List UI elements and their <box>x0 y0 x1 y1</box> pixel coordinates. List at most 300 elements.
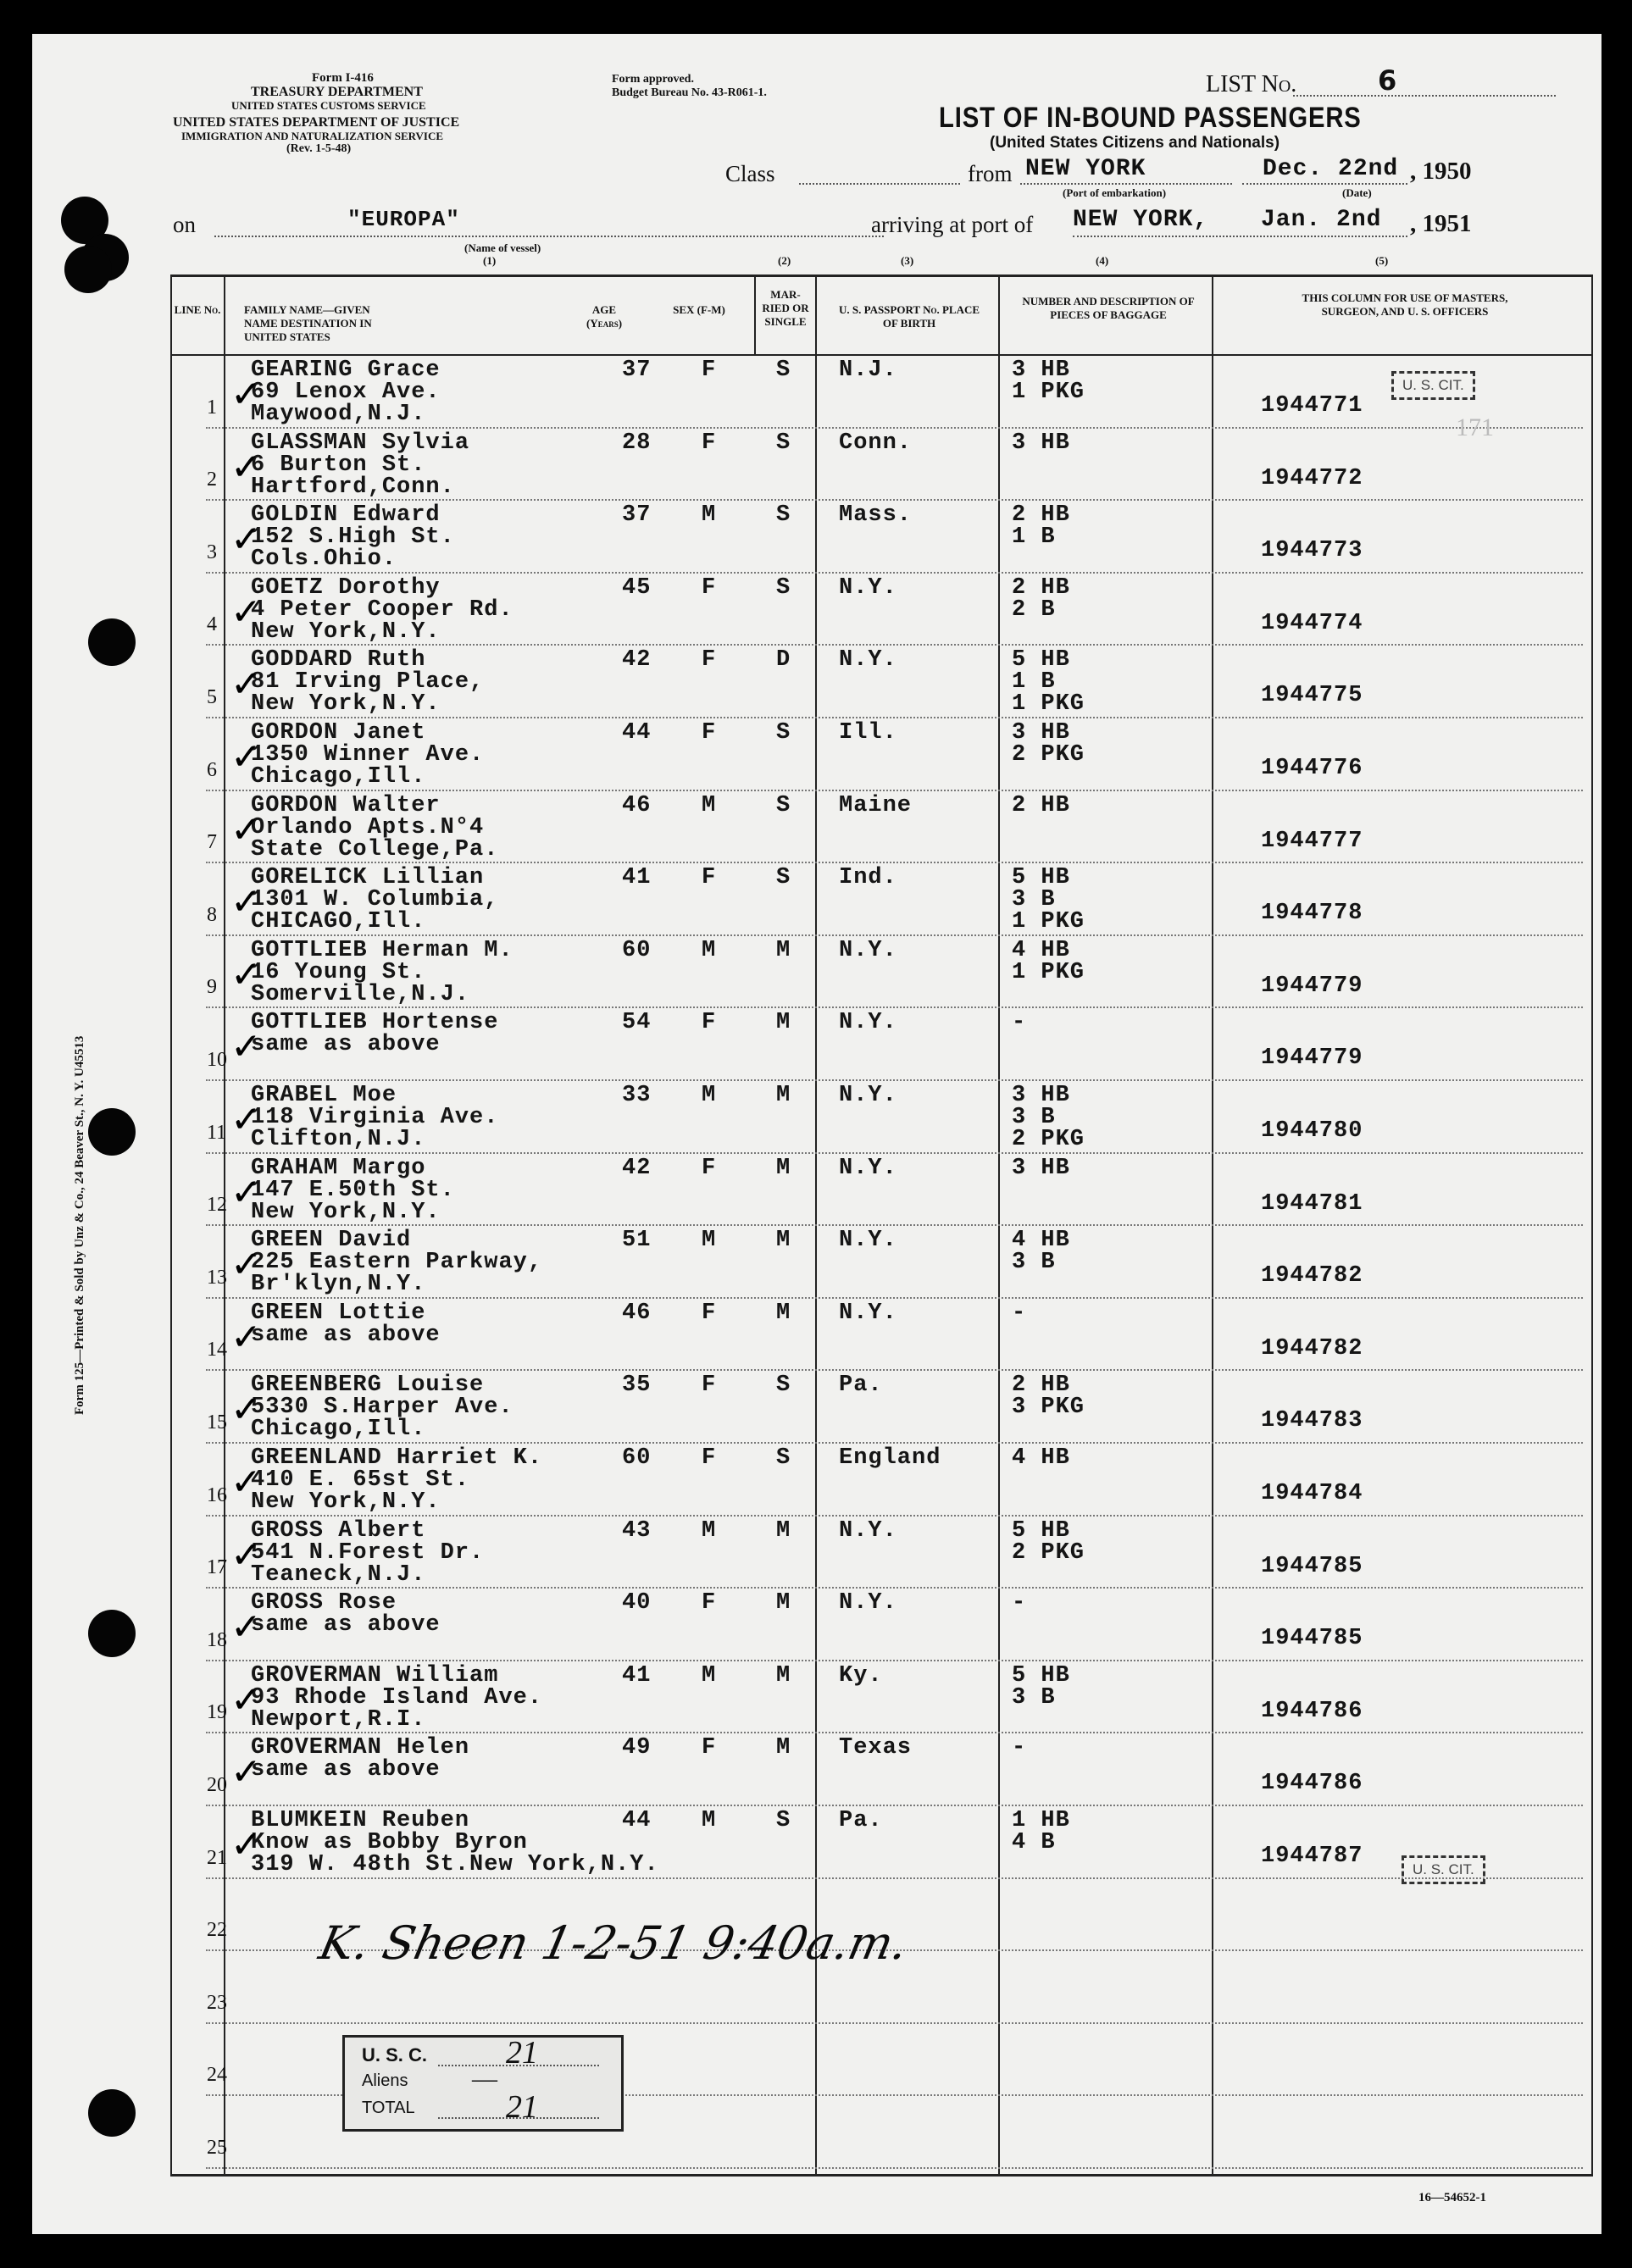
baggage-1: 2 HB <box>1012 792 1070 818</box>
passenger-marital: S <box>776 358 791 383</box>
table-left-border <box>170 274 172 2176</box>
list-no-value: 6 <box>1378 64 1397 97</box>
passenger-address-1: 410 E. 65st St. <box>251 1467 470 1493</box>
passenger-marital: S <box>776 574 791 601</box>
passenger-sex: F <box>702 1300 717 1326</box>
passenger-birthplace: Mass. <box>839 502 913 529</box>
line-number: 1 <box>207 396 217 419</box>
line-number: 24 <box>207 2064 227 2087</box>
passenger-sex: M <box>702 1662 717 1689</box>
arrival-line <box>1073 236 1407 237</box>
certificate-number: 1944781 <box>1261 1190 1363 1217</box>
passenger-sex: M <box>702 1228 717 1254</box>
arrival-year: , 1951 <box>1410 210 1472 237</box>
baggage-2: 2 PKG <box>1012 1539 1085 1566</box>
certificate-number: 1944782 <box>1261 1263 1363 1289</box>
passenger-sex: F <box>702 1010 717 1036</box>
passenger-age: 46 <box>622 1300 652 1326</box>
baggage-1: 4 HB <box>1012 1445 1070 1471</box>
baggage-1: 2 HB <box>1012 574 1070 601</box>
inspector-signature: K. Sheen 1-2-51 9:40a.m. <box>314 1916 913 1970</box>
certificate-number: 1944772 <box>1261 465 1363 491</box>
baggage-1: 4 HB <box>1012 1228 1070 1254</box>
form-number: Form I-416 <box>312 71 374 85</box>
passenger-address-1: 69 Lenox Ave. <box>251 380 441 405</box>
passenger-sex: F <box>702 720 717 746</box>
passenger-sex: M <box>702 1517 717 1544</box>
check-mark-icon: ✓ <box>230 590 262 634</box>
baggage-2: 1 B <box>1012 524 1056 551</box>
passenger-sex: F <box>702 1735 717 1761</box>
baggage-1: 1 HB <box>1012 1808 1070 1833</box>
passenger-marital: M <box>776 937 791 963</box>
passenger-sex: M <box>702 1083 717 1108</box>
passenger-marital: S <box>776 720 791 746</box>
budget-bureau: Budget Bureau No. 43-R061-1. <box>612 86 767 99</box>
passenger-age: 40 <box>622 1590 652 1616</box>
baggage-2: 2 B <box>1012 596 1056 623</box>
line-number: 16 <box>207 1483 227 1506</box>
baggage-1: 5 HB <box>1012 1517 1070 1544</box>
header-passport: U. S. PASSPORT No. PLACE OF BIRTH <box>838 303 980 330</box>
date-caption: (Date) <box>1342 186 1372 199</box>
baggage-1: 3 HB <box>1012 430 1070 456</box>
baggage-2: 3 PKG <box>1012 1395 1085 1421</box>
check-mark-icon: ✓ <box>230 952 262 996</box>
header-sex: SEX (F-M) <box>673 303 725 316</box>
from-label: from <box>968 161 1013 186</box>
passenger-birthplace: N.Y. <box>839 1517 897 1544</box>
passenger-name: GROSS Rose <box>251 1590 397 1616</box>
passenger-marital: S <box>776 865 791 891</box>
passenger-sex: F <box>702 574 717 601</box>
total-value: 21 <box>506 2089 538 2125</box>
passenger-sex: F <box>702 1372 717 1399</box>
passenger-address-2: Clifton,N.J. <box>251 1127 426 1152</box>
binder-hole <box>88 2089 136 2137</box>
line-number: 5 <box>207 686 217 708</box>
certificate-number: 1944785 <box>1261 1553 1363 1579</box>
col-div-married <box>754 274 756 355</box>
passenger-marital: D <box>776 647 791 674</box>
line-number: 13 <box>207 1266 227 1289</box>
certificate-number: 1944787 <box>1261 1844 1363 1869</box>
baggage-1: 3 HB <box>1012 1083 1070 1108</box>
passenger-marital: M <box>776 1010 791 1036</box>
passenger-name: GOETZ Dorothy <box>251 574 441 601</box>
passenger-address-1: 1301 W. Columbia, <box>251 887 499 913</box>
passenger-age: 41 <box>622 1662 652 1689</box>
printer-imprint: Form 125—Printed & Sold by Unz & Co., 24 Beaver St., N. Y. U45513 <box>73 1035 86 1415</box>
baggage-1: - <box>1012 1300 1027 1326</box>
passenger-age: 42 <box>622 647 652 674</box>
passenger-sex: M <box>702 792 717 818</box>
passenger-sex: F <box>702 358 717 383</box>
passenger-address-2: Hartford,Conn. <box>251 474 455 500</box>
baggage-1: - <box>1012 1735 1027 1761</box>
baggage-1: 3 HB <box>1012 358 1070 383</box>
baggage-2: 3 B <box>1012 1105 1056 1130</box>
passenger-address-2: Chicago,Ill. <box>251 764 426 790</box>
passenger-marital: S <box>776 1808 791 1833</box>
passenger-age: 37 <box>622 502 652 529</box>
baggage-1: 3 HB <box>1012 720 1070 746</box>
passenger-address-2: New York,N.Y. <box>251 1489 441 1515</box>
arrival-port: NEW YORK, <box>1073 207 1209 233</box>
check-mark-icon: ✓ <box>230 1461 262 1504</box>
passenger-address-1: 118 Virginia Ave. <box>251 1105 499 1130</box>
passenger-address-1: 16 Young St. <box>251 959 426 985</box>
certificate-number: 1944782 <box>1261 1335 1363 1361</box>
passenger-address-1: Know as Bobby Byron <box>251 1830 528 1855</box>
passenger-address-1: 5330 S.Harper Ave. <box>251 1395 513 1421</box>
check-mark-icon: ✓ <box>230 735 262 779</box>
list-no-label: LIST No. <box>1206 71 1297 97</box>
line-number: 10 <box>207 1049 227 1071</box>
check-mark-icon: ✓ <box>230 880 262 924</box>
certificate-number: 1944777 <box>1261 828 1363 854</box>
class-line <box>799 183 960 185</box>
certificate-number: 1944786 <box>1261 1771 1363 1797</box>
table-bottom-border <box>170 2174 1593 2177</box>
usc-value: 21 <box>506 2035 538 2071</box>
baggage-1: 3 HB <box>1012 1155 1070 1181</box>
line-number: 8 <box>207 903 217 926</box>
passenger-name: GREEN Lottie <box>251 1300 426 1326</box>
line-number: 21 <box>207 1846 227 1869</box>
passenger-name: GOTTLIEB Herman M. <box>251 937 513 963</box>
passenger-name: GORDON Janet <box>251 720 426 746</box>
passenger-age: 60 <box>622 1445 652 1471</box>
form-subtitle: (United States Citizens and Nationals) <box>990 134 1280 152</box>
passenger-name: GOTTLIEB Hortense <box>251 1010 499 1036</box>
passenger-marital: M <box>776 1590 791 1616</box>
usc-line <box>438 2065 599 2066</box>
arrival-date: Jan. 2nd <box>1261 207 1382 233</box>
passenger-address-1: 6 Burton St. <box>251 452 426 478</box>
passenger-birthplace: Ky. <box>839 1662 883 1689</box>
col-num-5: (5) <box>1375 254 1389 267</box>
line-number: 22 <box>207 1919 227 1942</box>
passenger-address-2: Teaneck,N.J. <box>251 1561 426 1588</box>
list-no-line <box>1293 95 1556 97</box>
line-number: 2 <box>207 469 217 491</box>
line-number: 15 <box>207 1411 227 1433</box>
passenger-marital: S <box>776 430 791 456</box>
passenger-age: 35 <box>622 1372 652 1399</box>
total-label: TOTAL <box>362 2099 415 2117</box>
passenger-birthplace: Maine <box>839 792 913 818</box>
certificate-number: 1944786 <box>1261 1698 1363 1724</box>
port-of-embarkation: NEW YORK <box>1025 156 1146 182</box>
certificate-number: 1944775 <box>1261 683 1363 709</box>
passenger-marital: M <box>776 1083 791 1108</box>
check-mark-icon: ✓ <box>230 663 262 707</box>
passenger-sex: F <box>702 1445 717 1471</box>
passenger-age: 51 <box>622 1228 652 1254</box>
baggage-1: - <box>1012 1590 1027 1616</box>
passenger-birthplace: Conn. <box>839 430 913 456</box>
passenger-name: GODDARD Ruth <box>251 647 426 674</box>
baggage-1: 4 HB <box>1012 937 1070 963</box>
passenger-address-2: New York,N.Y. <box>251 618 441 645</box>
passenger-sex: M <box>702 502 717 529</box>
usc-label: U. S. C. <box>362 2044 428 2066</box>
passenger-marital: S <box>776 1445 791 1471</box>
embark-date: Dec. 22nd <box>1263 156 1399 182</box>
table-top-border <box>170 274 1593 277</box>
passenger-birthplace: N.J. <box>839 358 897 383</box>
passenger-name: GROSS Albert <box>251 1517 426 1544</box>
check-mark-icon: ✓ <box>230 1605 262 1650</box>
passenger-sex: F <box>702 1590 717 1616</box>
passenger-name: GORELICK Lillian <box>251 865 485 891</box>
passenger-address-1: 225 Eastern Parkway, <box>251 1250 543 1276</box>
baggage-2: 4 B <box>1012 1830 1056 1855</box>
vessel-num: (1) <box>483 254 497 267</box>
check-mark-icon: ✓ <box>230 1098 262 1141</box>
check-mark-icon: ✓ <box>230 1243 262 1287</box>
aliens-label: Aliens <box>362 2071 408 2090</box>
passenger-name: GLASSMAN Sylvia <box>251 430 470 456</box>
check-mark-icon: ✓ <box>230 1388 262 1432</box>
line-number: 11 <box>207 1121 227 1144</box>
passenger-address-1: 81 Irving Place, <box>251 669 485 696</box>
line-number: 18 <box>207 1628 227 1651</box>
passenger-sex: F <box>702 1155 717 1181</box>
check-mark-icon: ✓ <box>230 445 262 489</box>
passenger-sex: M <box>702 937 717 963</box>
passenger-address-1: 4 Peter Cooper Rd. <box>251 596 513 623</box>
header-officers: THIS COLUMN FOR USE OF MASTERS, SURGEON, AND U. S. OFFICERS <box>1302 291 1508 318</box>
baggage-1: 5 HB <box>1012 647 1070 674</box>
passenger-birthplace: N.Y. <box>839 937 897 963</box>
check-mark-icon: ✓ <box>230 807 262 851</box>
passenger-marital: M <box>776 1517 791 1544</box>
passenger-address-2: Br'klyn,N.Y. <box>251 1272 426 1298</box>
header-baggage: NUMBER AND DESCRIPTION OF PIECES OF BAGGAGE <box>1022 295 1195 321</box>
totals-box <box>342 2035 624 2132</box>
line-number: 17 <box>207 1556 227 1579</box>
passenger-address-2: CHICAGO,Ill. <box>251 909 426 935</box>
check-mark-icon: ✓ <box>230 1025 262 1069</box>
check-mark-icon: ✓ <box>230 1677 262 1722</box>
ins-service: IMMIGRATION AND NATURALIZATION SERVICE <box>181 130 444 142</box>
passenger-sex: M <box>702 1808 717 1833</box>
passenger-marital: M <box>776 1662 791 1689</box>
passenger-name: GROVERMAN William <box>251 1662 499 1689</box>
baggage-3: 1 PKG <box>1012 691 1085 718</box>
passenger-sex: F <box>702 865 717 891</box>
passenger-age: 43 <box>622 1517 652 1544</box>
passenger-age: 46 <box>622 792 652 818</box>
certificate-number: 1944784 <box>1261 1481 1363 1506</box>
passenger-name: GRAHAM Margo <box>251 1155 426 1181</box>
passenger-birthplace: N.Y. <box>839 1083 897 1108</box>
binder-hole <box>64 246 112 293</box>
certificate-number: 1944783 <box>1261 1408 1363 1434</box>
aliens-value: — <box>472 2065 497 2093</box>
passenger-address-1: Orlando Apts.N°4 <box>251 814 485 840</box>
passenger-birthplace: England <box>839 1445 941 1471</box>
passenger-address-2: New York,N.Y. <box>251 691 441 718</box>
passenger-age: 37 <box>622 358 652 383</box>
form-title: LIST OF IN-BOUND PASSENGERS <box>939 102 1362 134</box>
passenger-marital: M <box>776 1735 791 1761</box>
arriving-label: arriving at port of <box>871 212 1034 237</box>
dept-treasury: TREASURY DEPARTMENT <box>251 85 423 99</box>
row-divider <box>206 2022 1583 2024</box>
passenger-age: 45 <box>622 574 652 601</box>
passenger-age: 54 <box>622 1010 652 1036</box>
row-divider <box>206 1079 1583 1081</box>
line-number: 6 <box>207 758 217 781</box>
baggage-2: 1 PKG <box>1012 959 1085 985</box>
passenger-address-2: Maywood,N.J. <box>251 402 426 427</box>
line-number: 12 <box>207 1194 227 1217</box>
table-right-border <box>1591 274 1593 2176</box>
passenger-address-2: New York,N.Y. <box>251 1199 441 1225</box>
binder-hole <box>88 1108 136 1156</box>
dept-justice: UNITED STATES DEPARTMENT OF JUSTICE <box>173 115 460 130</box>
baggage-2: 3 B <box>1012 1250 1056 1276</box>
header-age: AGE (Years) <box>586 303 623 330</box>
passenger-marital: M <box>776 1155 791 1181</box>
passenger-birthplace: N.Y. <box>839 1590 897 1616</box>
line-number: 23 <box>207 1991 227 2014</box>
col-num-2: (2) <box>778 254 791 267</box>
passenger-birthplace: N.Y. <box>839 1010 897 1036</box>
col-num-3: (3) <box>901 254 914 267</box>
passenger-address-1: 93 Rhode Island Ave. <box>251 1684 543 1711</box>
passenger-birthplace: N.Y. <box>839 647 897 674</box>
certificate-number: 1944778 <box>1261 901 1363 927</box>
passenger-address-1: same as above <box>251 1032 441 1058</box>
line-number: 7 <box>207 831 217 854</box>
passenger-birthplace: N.Y. <box>839 574 897 601</box>
passenger-age: 49 <box>622 1735 652 1761</box>
check-mark-icon: ✓ <box>230 1750 262 1794</box>
line-number: 25 <box>207 2137 227 2159</box>
passenger-name: GORDON Walter <box>251 792 441 818</box>
passenger-marital: S <box>776 1372 791 1399</box>
form-page <box>32 34 1601 2234</box>
date-line <box>1242 183 1407 185</box>
check-mark-icon: ✓ <box>230 1823 262 1866</box>
customs-service: UNITED STATES CUSTOMS SERVICE <box>231 99 426 112</box>
table-header-border <box>170 354 1593 356</box>
baggage-2: 3 B <box>1012 887 1056 913</box>
line-number: 20 <box>207 1774 227 1796</box>
us-cit-stamp-2: U. S. CIT. <box>1402 1855 1485 1884</box>
passenger-address-1: 147 E.50th St. <box>251 1177 455 1203</box>
row-divider <box>206 1660 1583 1661</box>
passenger-age: 41 <box>622 865 652 891</box>
passenger-marital: S <box>776 792 791 818</box>
row-divider <box>206 2167 1583 2169</box>
class-label: Class <box>725 161 775 186</box>
header-name: FAMILY NAME—GIVEN NAME DESTINATION IN UNITED STATES <box>244 303 372 343</box>
passenger-age: 28 <box>622 430 652 456</box>
check-mark-icon: ✓ <box>230 518 262 562</box>
binder-hole <box>88 618 136 666</box>
passenger-age: 42 <box>622 1155 652 1181</box>
passenger-marital: M <box>776 1228 791 1254</box>
baggage-2: 1 B <box>1012 669 1056 696</box>
passenger-address-2: Cols.Ohio. <box>251 546 397 573</box>
embark-year: , 1950 <box>1410 158 1472 185</box>
passenger-address-1: 1350 Winner Ave. <box>251 742 485 768</box>
passenger-name: GRABEL Moe <box>251 1083 397 1108</box>
certificate-number: 1944776 <box>1261 756 1363 781</box>
certificate-number: 1944780 <box>1261 1118 1363 1144</box>
row-divider <box>206 1805 1583 1806</box>
check-mark-icon: ✓ <box>230 1533 262 1577</box>
passenger-birthplace: N.Y. <box>839 1155 897 1181</box>
passenger-name: GEARING Grace <box>251 358 441 383</box>
row-divider <box>206 1369 1583 1371</box>
passenger-sex: F <box>702 647 717 674</box>
passenger-name: GREENBERG Louise <box>251 1372 485 1399</box>
margin-note: 171 <box>1456 413 1494 441</box>
line-number: 3 <box>207 541 217 563</box>
footer-code: 16—54652-1 <box>1418 2191 1486 2204</box>
baggage-2: 2 PKG <box>1012 742 1085 768</box>
passenger-name: GROVERMAN Helen <box>251 1735 470 1761</box>
check-mark-icon: ✓ <box>230 373 262 416</box>
passenger-sex: F <box>702 430 717 456</box>
passenger-marital: M <box>776 1300 791 1326</box>
passenger-age: 33 <box>622 1083 652 1108</box>
us-cit-stamp: U. S. CIT. <box>1391 371 1475 400</box>
passenger-address-1: same as above <box>251 1612 441 1639</box>
baggage-2: 1 PKG <box>1012 380 1085 405</box>
passenger-address-2: Chicago,Ill. <box>251 1417 426 1443</box>
passenger-birthplace: Pa. <box>839 1372 883 1399</box>
passenger-address-1: same as above <box>251 1322 441 1348</box>
baggage-1: 2 HB <box>1012 502 1070 529</box>
passenger-birthplace: Texas <box>839 1735 913 1761</box>
passenger-name: GREENLAND Harriet K. <box>251 1445 543 1471</box>
passenger-name: GREEN David <box>251 1228 412 1254</box>
vessel-caption: (Name of vessel) <box>464 241 541 254</box>
passenger-address-2: State College,Pa. <box>251 836 499 862</box>
col-num-4: (4) <box>1096 254 1109 267</box>
form-approved: Form approved. <box>612 73 694 86</box>
certificate-number: 1944779 <box>1261 1045 1363 1072</box>
baggage-1: 2 HB <box>1012 1372 1070 1399</box>
passenger-birthplace: Ind. <box>839 865 897 891</box>
binder-hole <box>88 1610 136 1657</box>
passenger-age: 60 <box>622 937 652 963</box>
passenger-address-1: 152 S.High St. <box>251 524 455 551</box>
certificate-number: 1944779 <box>1261 973 1363 999</box>
passenger-address-2: Somerville,N.J. <box>251 981 470 1007</box>
line-number: 9 <box>207 976 217 999</box>
passenger-address-2: Newport,R.I. <box>251 1706 426 1733</box>
vessel-line <box>214 236 884 237</box>
baggage-3: 2 PKG <box>1012 1127 1085 1152</box>
baggage-1: 5 HB <box>1012 1662 1070 1689</box>
embark-line <box>1020 183 1232 185</box>
row-divider <box>206 572 1583 574</box>
baggage-1: - <box>1012 1010 1027 1036</box>
certificate-number: 1944774 <box>1261 610 1363 636</box>
line-number: 14 <box>207 1339 227 1361</box>
passenger-name: BLUMKEIN Reuben <box>251 1808 470 1833</box>
passenger-marital: S <box>776 502 791 529</box>
header-line-no: LINE No. <box>174 303 221 316</box>
